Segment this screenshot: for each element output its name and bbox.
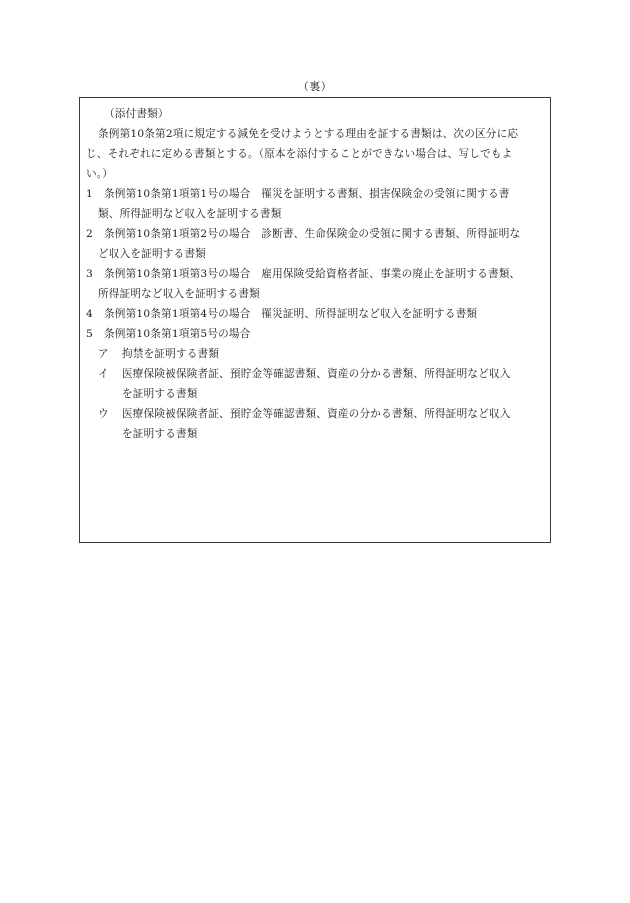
attachments-title: （添付書類）	[104, 108, 169, 120]
sub-item-text: 拘禁を証明する書類	[122, 348, 220, 360]
item-number: 2	[86, 228, 93, 240]
sub-item-text: 医療保険被保険者証、預貯金等確認書類、資産の分かる書類、所得証明など収入	[122, 408, 511, 420]
intro-line-3: い。）	[86, 168, 114, 180]
list-item-3-cont: 所得証明など収入を証明する書類	[98, 288, 260, 300]
sub-item-i	[86, 364, 544, 384]
sub-item-mark: ウ	[98, 408, 109, 420]
intro-line-1: 条例第10条第2項に規定する減免を受けようとする理由を証する書類は、次の区分に応	[98, 128, 519, 140]
list-item-1	[86, 184, 544, 204]
item-number: 3	[86, 268, 93, 280]
item-text: 条例第10条第1項第2号の場合 診断書、生命保険金の受領に関する書類、所得証明な	[104, 228, 521, 240]
list-item-4	[86, 304, 544, 324]
item-text: 条例第10条第1項第1号の場合 罹災を証明する書類、損害保険金の受領に関する書	[104, 188, 510, 200]
sub-item-a	[86, 344, 544, 364]
item-number: 5	[86, 328, 93, 340]
list-item-2	[86, 224, 544, 244]
sub-item-i-cont: を証明する書類	[122, 388, 198, 400]
item-number: 1	[86, 188, 93, 200]
page-heading: （裏）	[297, 80, 333, 93]
list-item-1-cont: 類、所得証明など収入を証明する書類	[98, 208, 282, 220]
sub-item-u	[86, 404, 544, 424]
sub-item-text: 医療保険被保険者証、預貯金等確認書類、資産の分かる書類、所得証明など収入	[122, 368, 511, 380]
item-text: 条例第10条第1項第3号の場合 雇用保険受給資格者証、事業の廃止を証明する書類、	[104, 268, 521, 280]
sub-item-mark: ア	[98, 348, 109, 360]
list-item-5	[86, 324, 544, 344]
attachments-box	[79, 97, 551, 543]
list-item-3	[86, 264, 544, 284]
sub-item-u-cont: を証明する書類	[122, 428, 198, 440]
intro-line-2: じ、それぞれに定める書類とする。（原本を添付することができない場合は、写しでもよ	[86, 148, 513, 160]
item-text: 条例第10条第1項第5号の場合	[104, 328, 251, 340]
item-number: 4	[86, 308, 93, 320]
sub-item-mark: イ	[98, 368, 109, 380]
item-text: 条例第10条第1項第4号の場合 罹災証明、所得証明など収入を証明する書類	[104, 308, 478, 320]
list-item-2-cont: ど収入を証明する書類	[98, 248, 206, 260]
